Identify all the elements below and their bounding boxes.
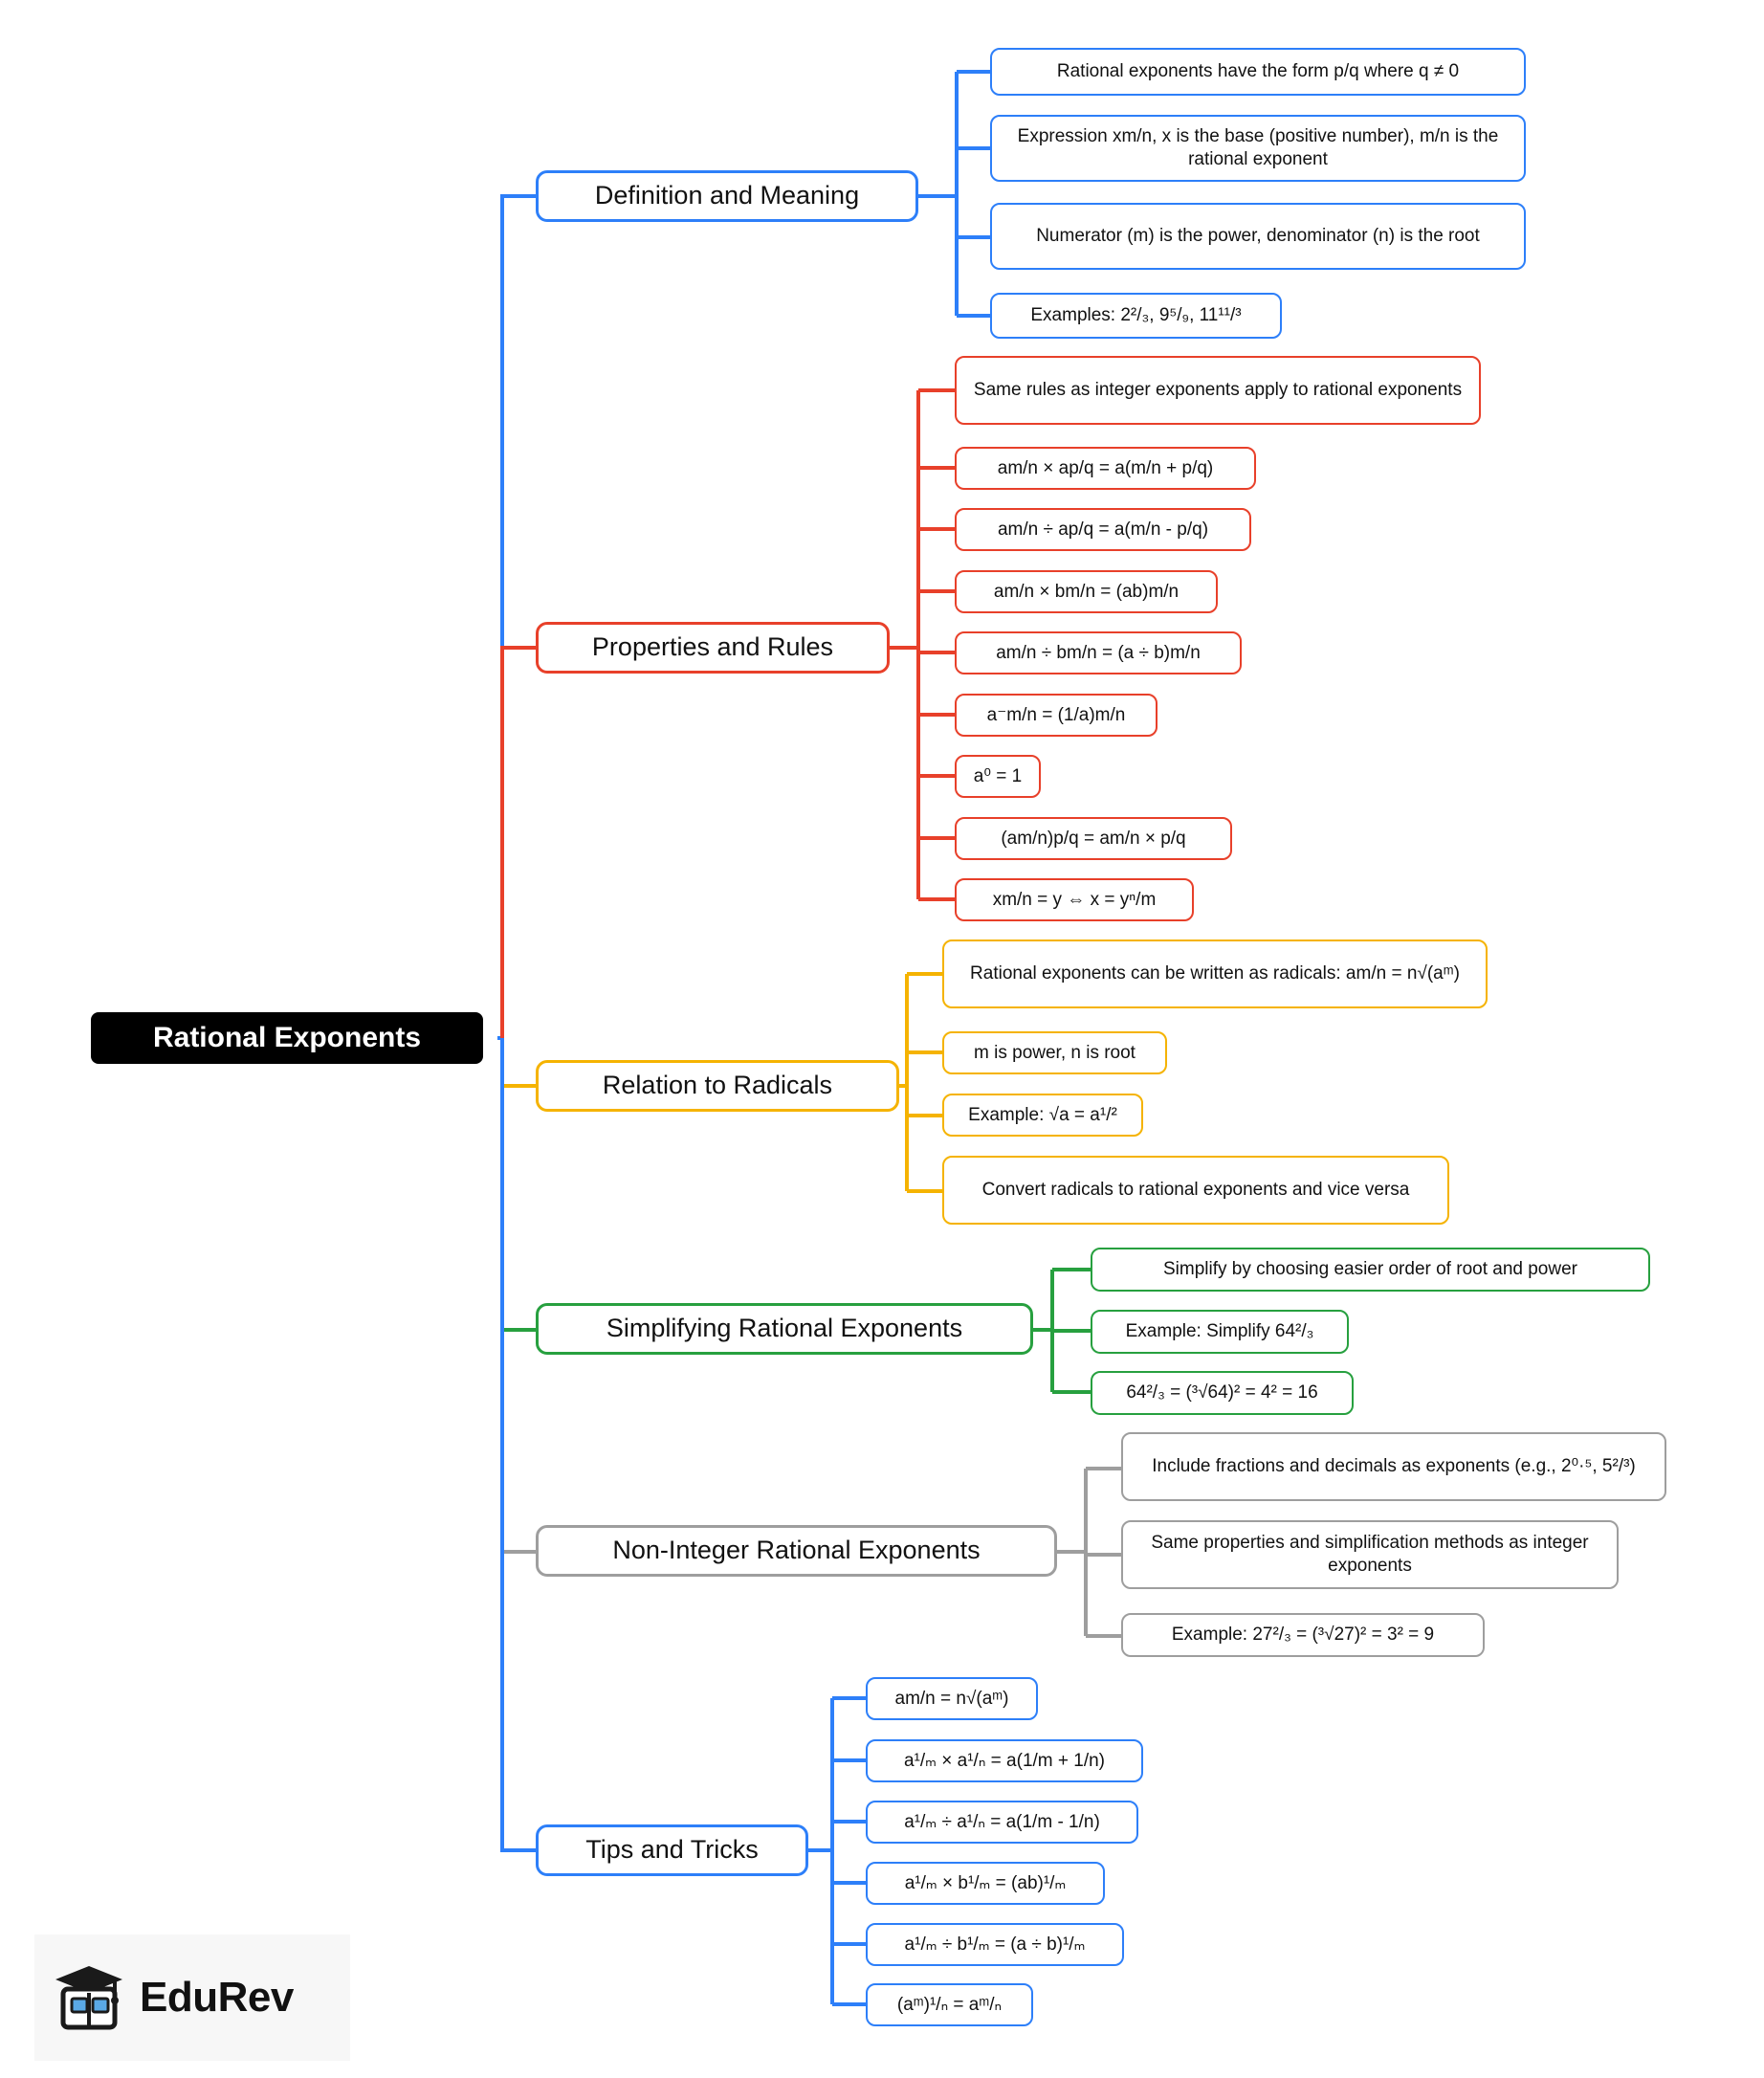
leaf-radicals-2[interactable]	[942, 1031, 1167, 1074]
leaf-simplifying-1[interactable]	[1091, 1248, 1650, 1292]
leaf-label: Expression xm/n, x is the base (positive number), m/n is the rational exponent	[1017, 126, 1499, 169]
leaf-tips-5[interactable]	[866, 1923, 1124, 1966]
leaf-label: Examples: 2²/₃, 9⁵/₉, 11¹¹/³	[1030, 305, 1242, 326]
graduation-cap-book-icon	[48, 1956, 130, 2039]
leaf-label: Rational exponents can be written as radicals: am/n = n√(aᵐ)	[970, 963, 1460, 984]
branch-tips-and-tricks[interactable]	[536, 1824, 808, 1876]
leaf-label: Rational exponents have the form p/q where q ≠ 0	[1056, 61, 1460, 82]
leaf-radicals-4[interactable]	[942, 1156, 1449, 1225]
branch-label: Definition and Meaning	[594, 181, 860, 210]
branch-label: Tips and Tricks	[585, 1835, 759, 1865]
leaf-properties-1[interactable]	[955, 356, 1481, 425]
leaf-simplifying-3[interactable]	[1091, 1371, 1354, 1415]
leaf-label: Numerator (m) is the power, denominator (n) is the root	[1036, 226, 1480, 247]
leaf-label: am/n ÷ bm/n = (a ÷ b)m/n	[996, 642, 1201, 663]
leaf-definition-3[interactable]	[990, 203, 1526, 270]
branch-relation-to-radicals[interactable]	[536, 1060, 899, 1112]
leaf-label: Example: 27²/₃ = (³√27)² = 3² = 9	[1171, 1625, 1435, 1646]
leaf-tips-6[interactable]	[866, 1983, 1033, 2026]
leaf-label: a¹/ₘ × b¹/ₘ = (ab)¹/ₘ	[904, 1872, 1067, 1893]
leaf-properties-4[interactable]	[955, 570, 1218, 613]
leaf-definition-2[interactable]	[990, 115, 1526, 182]
leaf-properties-3[interactable]	[955, 508, 1251, 551]
leaf-label: (aᵐ)¹/ₙ = aᵐ/ₙ	[896, 1994, 1003, 2015]
leaf-tips-1[interactable]	[866, 1677, 1038, 1720]
leaf-label: Example: √a = a¹/²	[968, 1104, 1117, 1125]
leaf-properties-9[interactable]	[955, 878, 1194, 921]
branch-label: Properties and Rules	[591, 632, 834, 662]
edurev-logo	[34, 1934, 350, 2061]
leaf-label: am/n = n√(aᵐ)	[894, 1688, 1009, 1709]
leaf-label: Same properties and simplification methods as integer exponents	[1151, 1533, 1589, 1576]
leaf-properties-6[interactable]	[955, 694, 1158, 737]
logo-text: EduRev	[140, 1974, 294, 2021]
leaf-label: a¹/ₘ ÷ a¹/ₙ = a(1/m - 1/n)	[904, 1811, 1100, 1832]
leaf-properties-2[interactable]	[955, 447, 1256, 490]
leaf-label: am/n ÷ ap/q = a(m/n - p/q)	[997, 519, 1209, 540]
branch-label: Simplifying Rational Exponents	[606, 1314, 963, 1343]
leaf-label: xm/n = y ⇔ x = yⁿ/m	[992, 889, 1157, 910]
leaf-label: am/n × ap/q = a(m/n + p/q)	[997, 457, 1214, 478]
root-label: Rational Exponents	[152, 1022, 422, 1054]
root-node[interactable]	[91, 1012, 483, 1064]
branch-properties-and-rules[interactable]	[536, 622, 890, 674]
leaf-tips-3[interactable]	[866, 1801, 1138, 1844]
leaf-noninteger-2[interactable]	[1121, 1520, 1619, 1589]
leaf-definition-4[interactable]	[990, 293, 1282, 339]
branch-label: Relation to Radicals	[602, 1071, 833, 1100]
leaf-label: m is power, n is root	[974, 1042, 1136, 1063]
leaf-label: a⁻m/n = (1/a)m/n	[986, 704, 1126, 725]
leaf-properties-8[interactable]	[955, 817, 1232, 860]
leaf-properties-7[interactable]	[955, 755, 1041, 798]
leaf-noninteger-1[interactable]	[1121, 1432, 1666, 1501]
leaf-properties-5[interactable]	[955, 631, 1242, 674]
leaf-radicals-1[interactable]	[942, 940, 1488, 1008]
leaf-label: (am/n)p/q = am/n × p/q	[1001, 828, 1186, 849]
leaf-definition-1[interactable]	[990, 48, 1526, 96]
branch-non-integer-rational-exponents[interactable]	[536, 1525, 1057, 1577]
leaf-tips-2[interactable]	[866, 1739, 1143, 1782]
branch-label: Non-Integer Rational Exponents	[612, 1536, 981, 1565]
leaf-label: Simplify by choosing easier order of root and power	[1162, 1259, 1577, 1280]
leaf-tips-4[interactable]	[866, 1862, 1105, 1905]
leaf-label: Same rules as integer exponents apply to rational exponents	[973, 380, 1463, 401]
leaf-radicals-3[interactable]	[942, 1094, 1143, 1137]
leaf-label: 64²/₃ = (³√64)² = 4² = 16	[1126, 1382, 1318, 1404]
leaf-label: Convert radicals to rational exponents and vice versa	[981, 1180, 1410, 1201]
leaf-label: am/n × bm/n = (ab)m/n	[993, 581, 1180, 602]
leaf-simplifying-2[interactable]	[1091, 1310, 1349, 1354]
leaf-label: a⁰ = 1	[973, 765, 1023, 786]
leaf-label: Example: Simplify 64²/₃	[1125, 1321, 1314, 1342]
leaf-label: Include fractions and decimals as exponents (e.g., 2⁰·⁵, 5²/³)	[1152, 1456, 1636, 1477]
leaf-label: a¹/ₘ × a¹/ₙ = a(1/m + 1/n)	[903, 1750, 1106, 1771]
leaf-label: a¹/ₘ ÷ b¹/ₘ = (a ÷ b)¹/ₘ	[904, 1934, 1086, 1955]
branch-simplifying-rational-exponents[interactable]	[536, 1303, 1033, 1355]
leaf-noninteger-3[interactable]	[1121, 1613, 1485, 1657]
branch-definition-and-meaning[interactable]	[536, 170, 918, 222]
